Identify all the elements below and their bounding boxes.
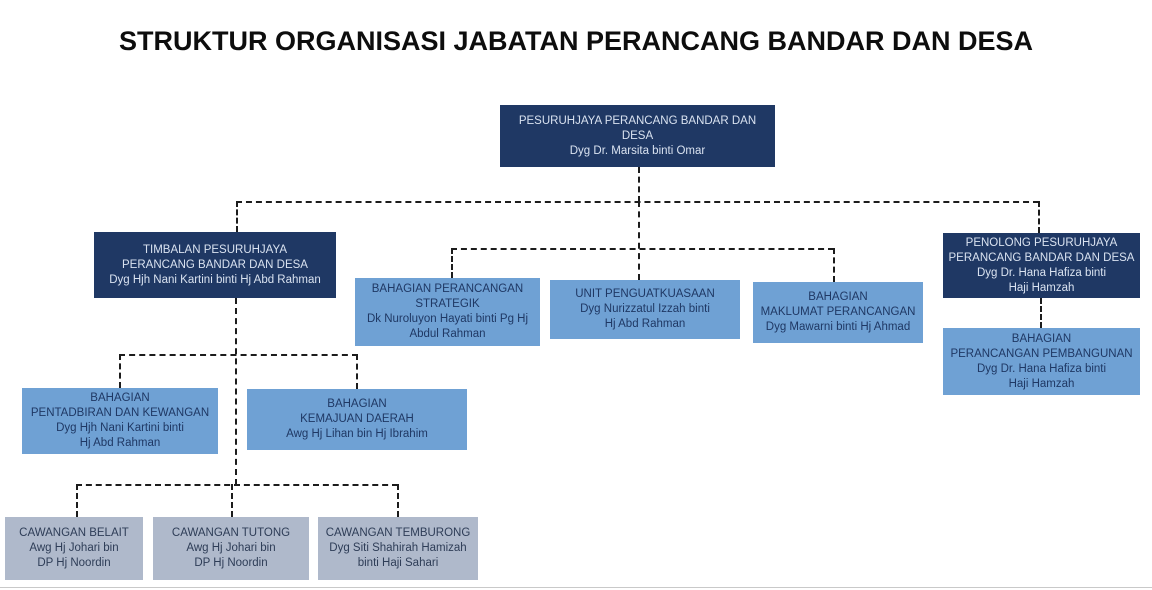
connector-to-penolong: [1038, 201, 1040, 233]
org-node-penguatkuasaan: [550, 280, 740, 339]
node-title-line: PESURUHJAYA PERANCANG BANDAR DAN DESA: [518, 114, 757, 142]
node-person-line: Haji Hamzah: [1008, 377, 1075, 390]
node-title-line: TIMBALAN PESURUHJAYA: [143, 243, 287, 256]
org-node-pesuruhjaya: [500, 105, 775, 167]
connector-to-belait: [76, 484, 78, 517]
connector-to-pentadbiran: [119, 354, 121, 388]
node-title-line: BAHAGIAN: [327, 398, 387, 410]
org-node-belait: [5, 517, 143, 580]
node-person-line: Haji Hamzah: [1008, 281, 1075, 294]
node-person-line: Dyg Nurizzatul Izzah binti: [580, 303, 710, 315]
node-title-line: PERANCANGAN PEMBANGUNAN: [950, 347, 1133, 360]
node-person-line: Dyg Siti Shahirah Hamizah: [329, 542, 467, 554]
node-title-line: BAHAGIAN: [1011, 332, 1072, 345]
page-bottom-border: [0, 587, 1152, 588]
node-title-line: PERANCANG BANDAR DAN DESA: [122, 258, 308, 271]
org-node-pentadbiran: [22, 388, 218, 454]
node-title-line: BAHAGIAN: [90, 392, 150, 404]
node-person-line: Dyg Dr. Hana Hafiza binti: [976, 266, 1107, 279]
node-person-line: binti Haji Sahari: [357, 557, 439, 569]
connector-to-timbalan: [236, 201, 238, 232]
org-node-pembangunan: [943, 328, 1140, 395]
node-title-line: CAWANGAN TUTONG: [171, 527, 291, 539]
node-person-line: Awg Hj Johari bin: [186, 542, 276, 554]
node-person-line: Dyg Hjh Nani Kartini binti Hj Abd Rahman: [109, 273, 321, 286]
org-node-timbalan: [94, 232, 336, 298]
node-person-line: Abdul Rahman: [409, 328, 486, 340]
node-title-line: PENOLONG PESURUHJAYA: [965, 236, 1118, 249]
node-title-line: UNIT PENGUATKUASAAN: [575, 288, 715, 300]
node-person-line: Hj Abd Rahman: [79, 437, 161, 449]
node-title-line: CAWANGAN TEMBURONG: [325, 527, 471, 539]
connector-to-strategik: [451, 248, 453, 278]
org-node-temburong: [318, 517, 478, 580]
connector-penolong-to-pembangunan: [1040, 298, 1042, 328]
page-title: STRUKTUR ORGANISASI JABATAN PERANCANG BANDAR DAN DESA: [118, 26, 1034, 56]
node-title-line: KEMAJUAN DAERAH: [300, 413, 414, 425]
org-node-kemajuan: [247, 389, 467, 450]
node-person-line: Awg Hj Johari bin: [29, 542, 119, 554]
node-title-line: PENTADBIRAN DAN KEWANGAN: [30, 407, 210, 419]
node-person-line: Dyg Mawarni binti Hj Ahmad: [765, 321, 911, 333]
connector-to-maklumat: [833, 248, 835, 282]
connector-to-temburong: [397, 484, 399, 517]
node-title-line: PERANCANG BANDAR DAN DESA: [948, 251, 1135, 264]
connector-to-tutong: [231, 484, 233, 517]
node-person-line: Dyg Dr. Marsita binti Omar: [569, 144, 706, 157]
node-title-line: BAHAGIAN: [808, 291, 868, 303]
org-node-penolong: [943, 233, 1140, 298]
node-title-line: CAWANGAN BELAIT: [19, 527, 129, 539]
node-person-line: Hj Abd Rahman: [604, 318, 686, 330]
org-node-strategik: [355, 278, 540, 346]
connector-hline-cawangan: [76, 484, 398, 486]
connector-hline-middle-units: [451, 248, 834, 250]
connector-to-kemajuan: [356, 354, 358, 389]
node-person-line: Awg Hj Lihan bin Hj Ibrahim: [286, 428, 428, 440]
node-person-line: Dk Nuroluyon Hayati binti Pg Hj: [366, 313, 529, 325]
node-person-line: Dyg Dr. Hana Hafiza binti: [976, 362, 1107, 375]
node-title-line: STRATEGIK: [415, 298, 480, 310]
node-person-line: Dyg Hjh Nani Kartini binti: [56, 422, 184, 434]
org-node-tutong: [153, 517, 309, 580]
node-person-line: DP Hj Noordin: [37, 557, 111, 569]
connector-hline-bahagian: [119, 354, 358, 356]
connector-center-to-unit: [638, 201, 640, 280]
node-title-line: MAKLUMAT PERANCANGAN: [760, 306, 916, 318]
connector-top-to-hline1: [638, 167, 640, 202]
org-node-maklumat: [753, 282, 923, 343]
node-title-line: BAHAGIAN PERANCANGAN: [371, 283, 524, 295]
node-person-line: DP Hj Noordin: [194, 557, 268, 569]
connector-timbalan-spine: [235, 298, 237, 485]
